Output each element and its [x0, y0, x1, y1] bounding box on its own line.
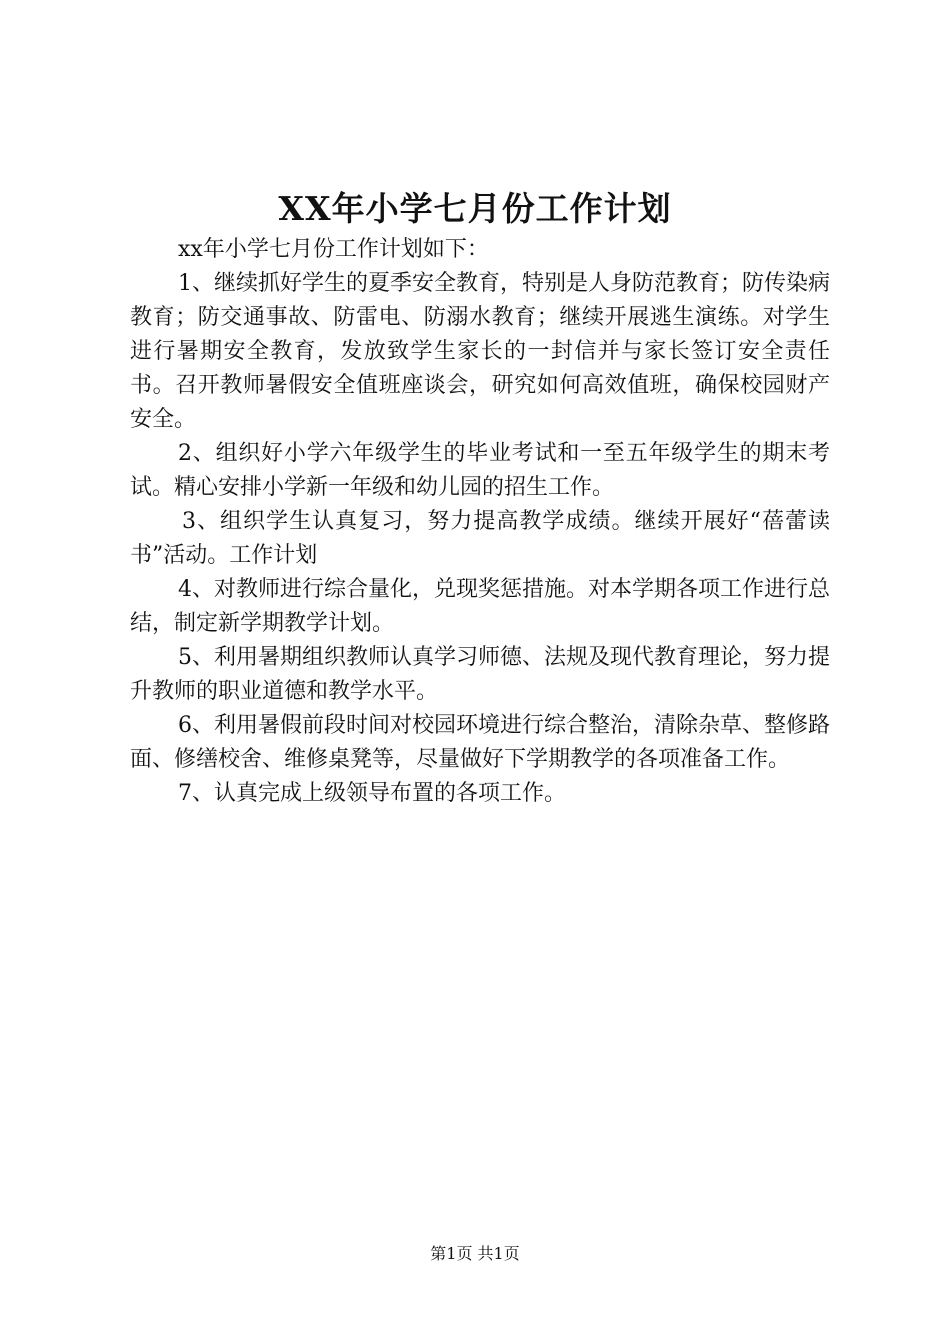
paragraph-4: 4、对教师进行综合量化，兑现奖惩措施。对本学期各项工作进行总结，制定新学期教学计划。 — [130, 577, 830, 636]
paragraph-6: 6、利用暑假前段时间对校园环境进行综合整治，清除杂草、整修路面、修缮校舍、维修桌凳等，尽量做好下学期教学的各项准备工作。 — [130, 713, 830, 772]
paragraph-2: 2、组织好小学六年级学生的毕业考试和一至五年级学生的期末考试。精心安排小学新一年级和幼儿园的招生工作。 — [130, 441, 830, 500]
paragraph-7: 7、认真完成上级领导布置的各项工作。 — [178, 781, 566, 806]
paragraph-1: 1、继续抓好学生的夏季安全教育，特别是人身防范教育；防传染病教育；防交通事故、防雷电、防溺水教育；继续开展逃生演练。对学生进行暑期安全教育，发放致学生家长的一封信并与家长签订安全责任书。召开教师暑假安全值班座谈会，研究如何高效值班，确保校园财产安全。 — [130, 271, 830, 432]
document-body — [130, 233, 830, 811]
paragraph-3: 3、组织学生认真复习，努力提高教学成绩。继续开展好“蓓蕾读书”活动。工作计划 — [130, 509, 830, 568]
intro-paragraph: xx年小学七月份工作计划如下： — [178, 237, 489, 262]
document-title: XX年小学七月份工作计划 — [278, 189, 672, 228]
page-number-footer: 第1页 共1页 — [430, 1244, 520, 1263]
paragraph-5: 5、利用暑期组织教师认真学习师德、法规及现代教育理论，努力提升教师的职业道德和教学水平。 — [130, 645, 830, 704]
